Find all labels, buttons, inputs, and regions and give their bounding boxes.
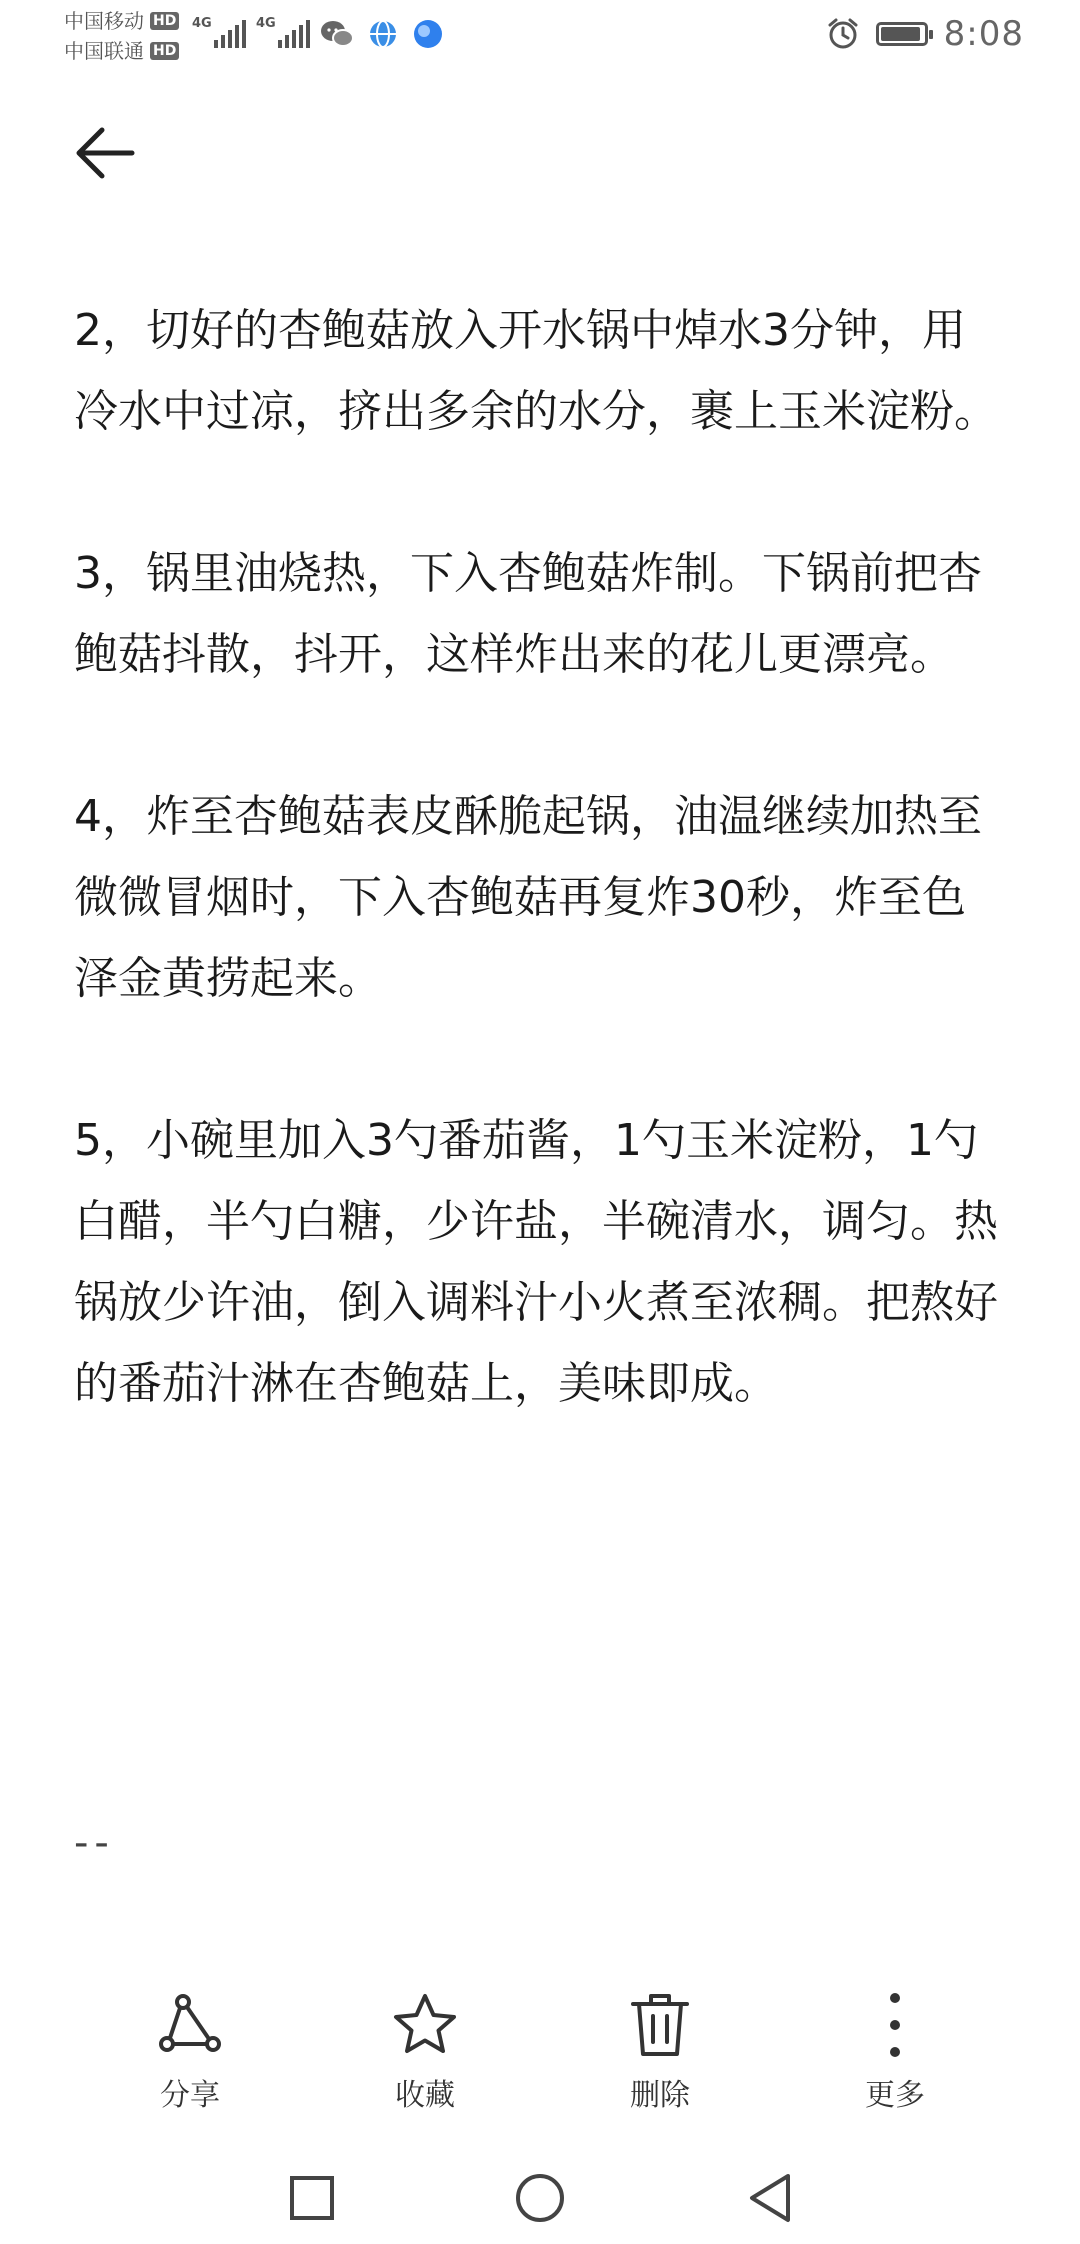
system-nav-bar	[0, 2150, 1080, 2244]
share-icon	[155, 1990, 225, 2060]
back-nav-icon[interactable]	[740, 2168, 800, 2228]
clock-time: 8:08	[943, 14, 1024, 54]
carrier-1-label: 中国移动	[64, 9, 144, 33]
carrier-info	[64, 6, 179, 66]
status-bar	[0, 0, 1080, 72]
more-label: 更多	[865, 2078, 925, 2113]
back-button[interactable]	[70, 118, 150, 198]
share-label: 分享	[160, 2078, 220, 2113]
assistant-icon	[412, 18, 444, 50]
recent-apps-icon[interactable]	[282, 2168, 342, 2228]
wechat-icon	[320, 19, 354, 49]
bottom-toolbar	[0, 1990, 1080, 2140]
hd-badge: HD	[150, 42, 179, 60]
signal-group	[192, 16, 310, 48]
carrier-2-label: 中国联通	[64, 39, 144, 63]
hd-badge: HD	[150, 12, 179, 30]
recipe-step-paragraph: 2，切好的杏鲍菇放入开水锅中焯水3分钟，用冷水中过凉，挤出多余的水分，裹上玉米淀粉。	[74, 305, 998, 437]
home-icon[interactable]	[510, 2168, 570, 2228]
signal-strength-icon	[256, 16, 310, 48]
star-icon	[390, 1990, 460, 2060]
battery-fill	[881, 27, 921, 41]
trailer-separator: --	[74, 1820, 115, 1866]
recipe-step-paragraph: 3，锅里油烧热，下入杏鲍菇炸制。下锅前把杏鲍菇抖散，抖开，这样炸出来的花儿更漂亮。	[74, 548, 982, 680]
signal-strength-icon	[192, 16, 246, 48]
arrow-left-icon	[70, 118, 140, 188]
browser-icon	[368, 19, 398, 49]
network-type-label: 4G	[192, 16, 212, 31]
more-vertical-icon	[860, 1990, 930, 2060]
recipe-step-paragraph: 4，炸至杏鲍菇表皮酥脆起锅，油温继续加热至微微冒烟时，下入杏鲍菇再复炸30秒，炸至色泽金黄捞起来。	[74, 791, 982, 1004]
notification-icons	[320, 18, 444, 50]
alarm-icon	[826, 17, 860, 51]
status-right	[826, 14, 1024, 54]
battery-icon	[876, 22, 928, 46]
delete-label: 删除	[630, 2078, 690, 2113]
delete-button[interactable]	[580, 1990, 740, 2114]
note-content	[74, 290, 1004, 1505]
favorite-label: 收藏	[395, 2078, 455, 2113]
favorite-button[interactable]	[345, 1990, 505, 2114]
more-button[interactable]	[815, 1990, 975, 2114]
network-type-label: 4G	[256, 16, 276, 31]
recipe-step-paragraph: 5，小碗里加入3勺番茄酱，1勺玉米淀粉，1勺白醋，半勺白糖，少许盐，半碗清水，调匀。热锅放少许油，倒入调料汁小火煮至浓稠。把熬好的番茄汁淋在杏鲍菇上，美味即成。	[74, 1115, 998, 1409]
share-button[interactable]	[110, 1990, 270, 2114]
trash-icon	[625, 1990, 695, 2060]
